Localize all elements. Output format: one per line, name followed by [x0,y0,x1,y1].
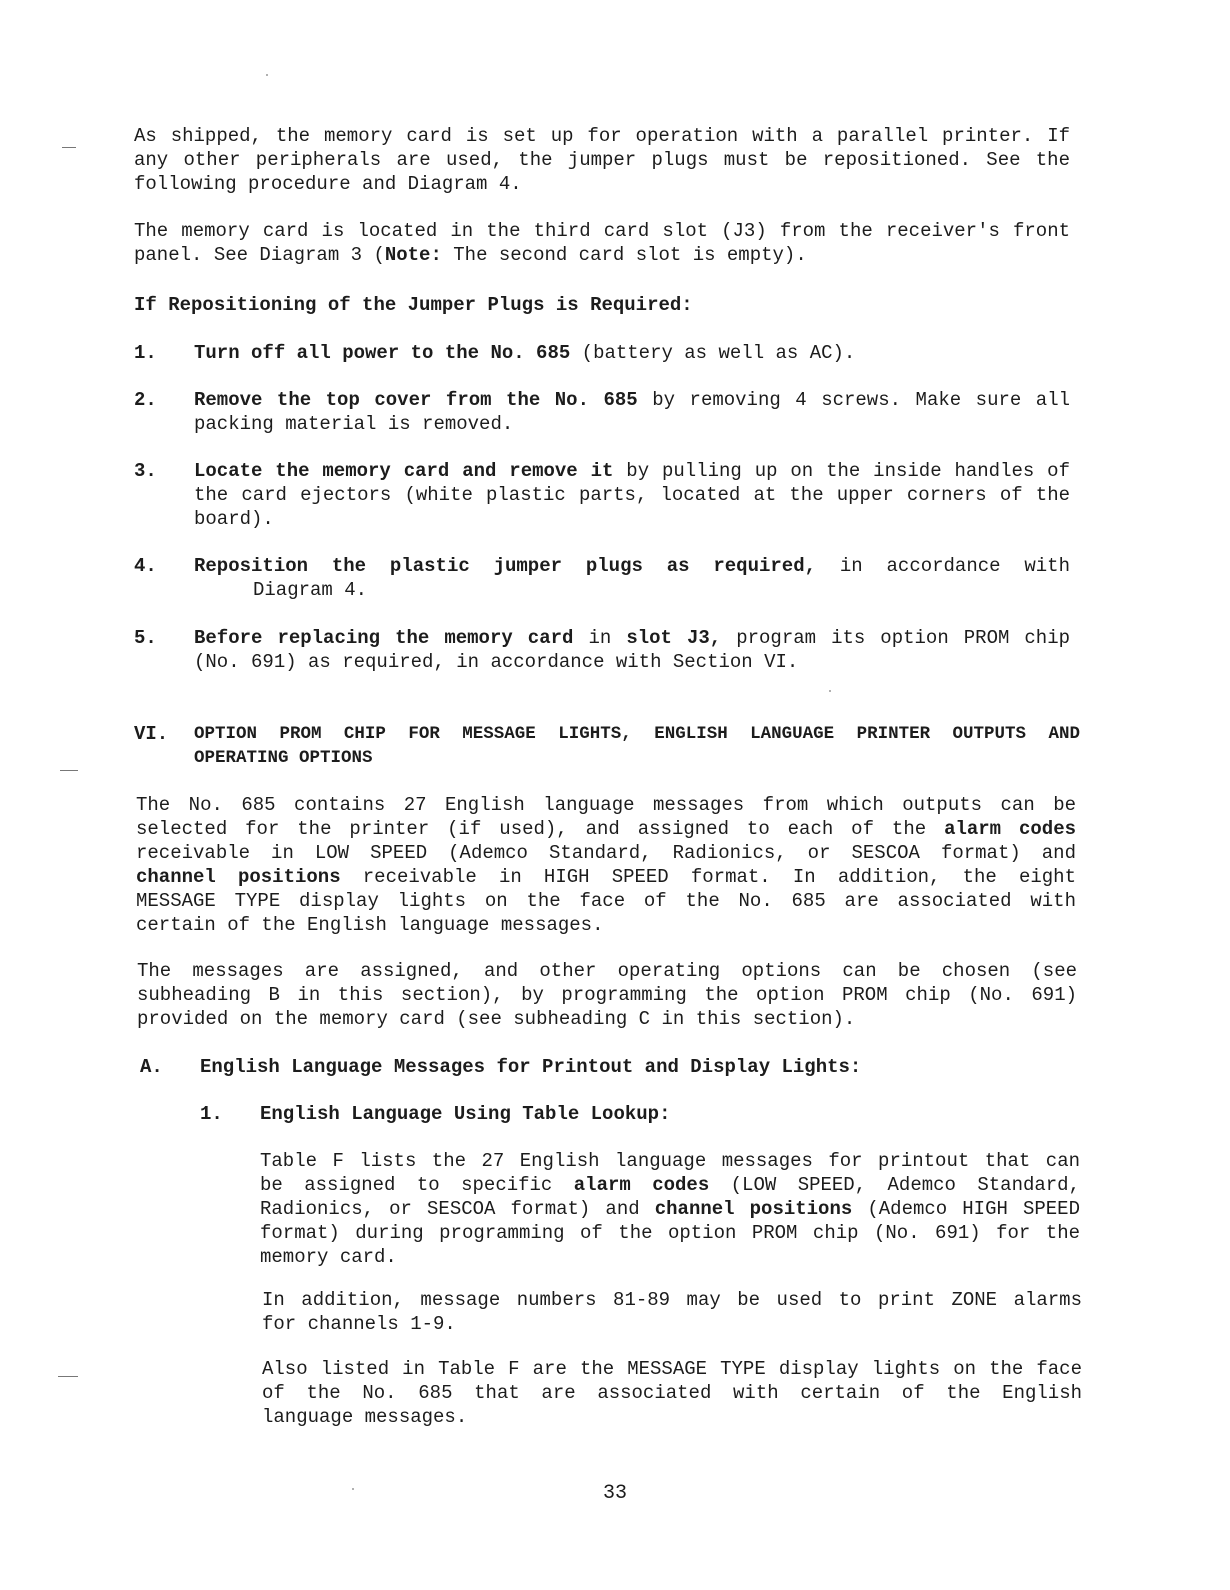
step-bold: Locate the memory card and remove it [194,460,614,482]
term-bold: alarm codes [944,818,1077,840]
text-line: packing material is removed. [194,413,514,435]
text-line: In addition, message numbers 81-89 may be used to print ZONE alarms [262,1289,1082,1311]
scan-mark [58,1376,78,1377]
step-4 [194,554,1070,602]
scan-mark [62,147,76,148]
step-1 [194,341,1070,365]
text-line: subheading B in this section), by programming the option PROM chip (No. 691) [137,984,1077,1006]
step-bold: Reposition the plastic jumper plugs as required, [194,555,816,577]
item-paragraph-3 [262,1357,1082,1429]
section-vi-paragraph-2 [137,959,1077,1031]
text-line: Diagram 4. [253,579,368,601]
step-bold: Remove the top cover from the No. 685 [194,389,638,411]
text-line: provided on the memory card (see subheading C in this section). [137,1008,856,1030]
text-line: of the No. 685 that are associated with certain of the English [262,1382,1082,1404]
text-line [136,865,1076,889]
text-span: Radionics, or SESCOA format) and [260,1198,655,1220]
text-line: MESSAGE TYPE display lights on the face of the No. 685 are associated with [136,890,1076,912]
text-span: selected for the printer (if used), and assigned to each of the [136,818,945,840]
text-span: (battery as well as AC). [570,342,856,364]
item-title: English Language Using Table Lookup: [260,1103,671,1125]
section-number: VI. [134,723,169,745]
text-span: program its option PROM chip [721,627,1071,649]
term-bold: channel positions [654,1198,853,1220]
text-line: The memory card is located in the third card slot (J3) from the receiver's front [134,220,1070,242]
text-line [136,817,1076,841]
text-line: any other peripherals are used, the jumper plugs must be repositioned. See the [134,149,1070,171]
step-bold: Before replacing the memory card [194,627,574,649]
text-line [194,554,1070,578]
procedure-heading: If Repositioning of the Jumper Plugs is Required: [134,294,693,316]
item-paragraph-1 [260,1149,1080,1269]
text-line: certain of the English language messages. [136,914,604,936]
section-vi-paragraph-1 [136,793,1076,937]
section-title [194,722,1080,770]
intro-paragraph-2 [134,219,1070,267]
scan-dot [829,690,831,692]
scan-mark [60,770,78,771]
step-number: 3. [134,460,157,482]
text-line: The No. 685 contains 27 English language messages from which outputs can be [136,794,1076,816]
text-line: board). [194,508,274,530]
step-number: 5. [134,627,157,649]
text-line: (No. 691) as required, in accordance with Section VI. [194,651,799,673]
subheading-title: English Language Messages for Printout and Display Lights: [200,1056,862,1078]
item-number: 1. [200,1103,223,1125]
term-bold: alarm codes [573,1174,710,1196]
step-number: 4. [134,555,157,577]
text-line: for channels 1-9. [262,1313,456,1335]
text-span: in accordance with [816,555,1070,577]
text-line [260,1197,1080,1221]
page-number: 33 [602,1482,627,1505]
intro-paragraph-1 [134,124,1070,196]
note-label: Note: [384,244,442,266]
item-paragraph-2 [262,1288,1082,1336]
text-line: As shipped, the memory card is set up for operation with a parallel printer. If [134,125,1070,147]
text-line [194,459,1070,483]
step-bold: slot J3, [626,627,722,649]
text-line: the card ejectors (white plastic parts, located at the upper corners of the [194,484,1070,506]
text-line: following procedure and Diagram 4. [134,173,522,195]
text-line [194,626,1070,650]
text-line [134,243,1070,267]
text-span: by pulling up on the inside handles of [613,460,1070,482]
text-span: be assigned to specific [260,1174,574,1196]
text-line [194,341,1070,365]
step-bold: Turn off all power to the No. 685 [194,342,571,364]
scan-dot [266,74,268,76]
term-bold: channel positions [136,866,341,888]
text-line: The messages are assigned, and other operating options can be chosen (see [137,960,1077,982]
step-number: 2. [134,389,157,411]
text-span: receivable in HIGH SPEED format. In addition, the eight [340,866,1076,888]
step-3 [194,459,1070,531]
section-title-line-1: OPTION PROM CHIP FOR MESSAGE LIGHTS, ENGLISH LANGUAGE PRINTER OUTPUTS AND [194,724,1080,744]
text-span: (Ademco HIGH SPEED [852,1198,1080,1220]
section-title-line-2: OPERATING OPTIONS [194,748,373,768]
text-line [194,388,1070,412]
text-line: format) during programming of the option PROM chip (No. 691) for the [260,1222,1080,1244]
step-number: 1. [134,342,157,364]
text-span: by removing 4 screws. Make sure all [637,389,1070,411]
text-line [260,1173,1080,1197]
subheading-label: A. [140,1056,163,1078]
text-span: The second card slot is empty). [441,244,807,266]
text-span: (LOW SPEED, Ademco Standard, [709,1174,1080,1196]
text-span: in [573,627,627,649]
text-line: Table F lists the 27 English language messages for printout that can [260,1150,1080,1172]
text-span: panel. See Diagram 3 ( [134,244,385,266]
step-5 [194,626,1070,674]
text-line: language messages. [262,1406,468,1428]
step-2 [194,388,1070,436]
text-line: Also listed in Table F are the MESSAGE TYPE display lights on the face [262,1358,1082,1380]
text-line: receivable in LOW SPEED (Ademco Standard, Radionics, or SESCOA format) and [136,842,1076,864]
text-line: memory card. [260,1246,397,1268]
